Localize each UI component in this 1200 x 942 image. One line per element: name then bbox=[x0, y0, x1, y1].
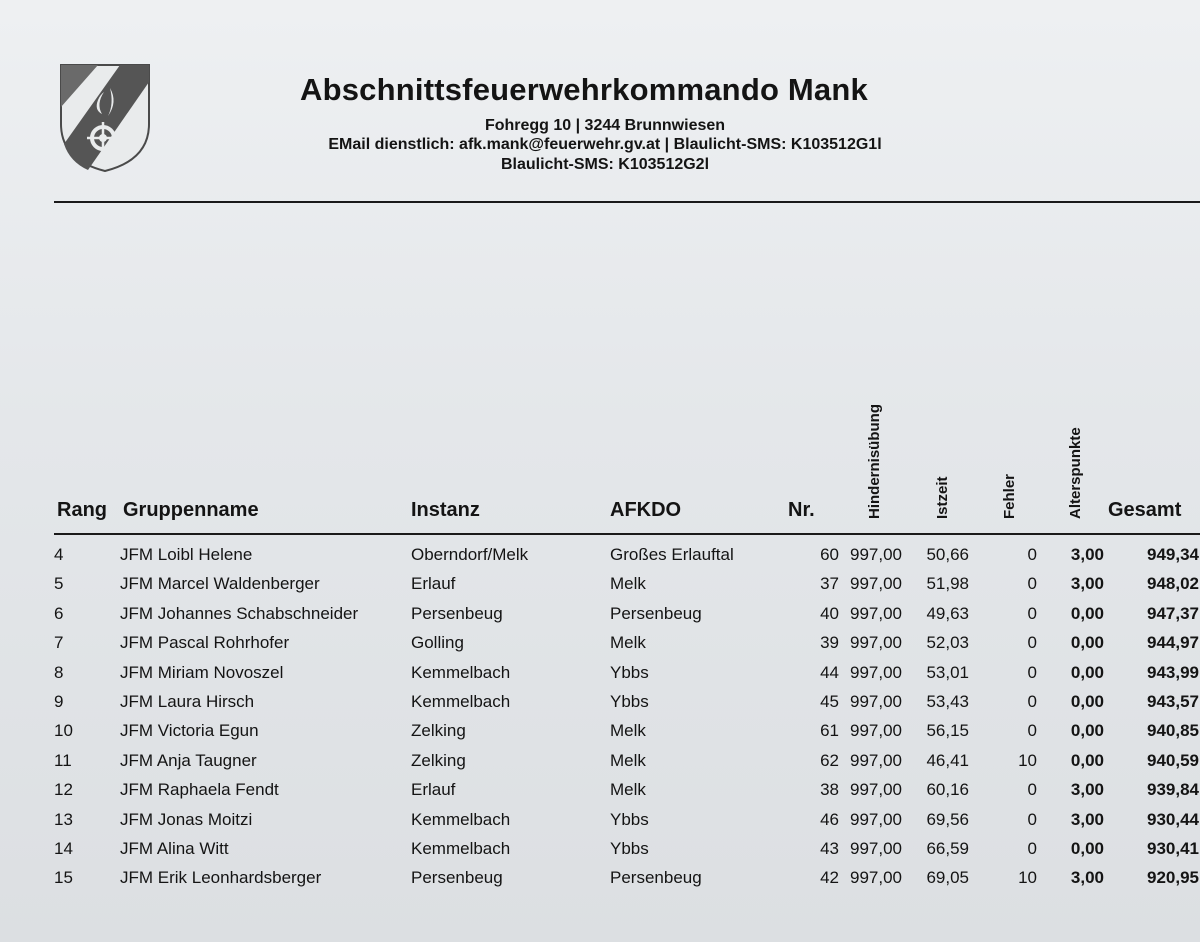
table-row bbox=[0, 633, 1200, 662]
nr-cell: 42 bbox=[820, 868, 839, 888]
gesamt-cell: 940,85 bbox=[1147, 721, 1199, 741]
fehler-cell: 0 bbox=[1027, 633, 1037, 653]
table-row bbox=[0, 663, 1200, 692]
table-row bbox=[0, 810, 1200, 839]
gesamt-cell: 943,57 bbox=[1147, 692, 1199, 711]
sms-line: Blaulicht-SMS: K103512G2l bbox=[500, 156, 710, 173]
istzeit-cell: 51,98 bbox=[926, 574, 969, 594]
alterspunkte-cell: 3,00 bbox=[1070, 809, 1104, 829]
afkdo-cell: Großes Erlauftal bbox=[610, 545, 734, 564]
gruppenname-cell: JFM Raphaela Fendt bbox=[120, 780, 279, 800]
gruppenname-cell: JFM Jonas Moitzi bbox=[120, 809, 253, 829]
nr-cell: 38 bbox=[820, 780, 839, 800]
alterspunkte-cell: 0,00 bbox=[1070, 692, 1104, 711]
organization-name: Abschnittsfeuerwehrkommando Mank bbox=[300, 72, 868, 107]
header-afkdo: AFKDO bbox=[610, 499, 682, 521]
header-nr: Nr. bbox=[788, 499, 815, 521]
instanz-cell: Persenbeug bbox=[411, 868, 503, 888]
alterspunkte-cell: 0,00 bbox=[1070, 662, 1104, 682]
gruppenname-cell: JFM Marcel Waldenberger bbox=[120, 574, 320, 594]
gruppenname-cell: JFM Pascal Rohrhofer bbox=[120, 633, 290, 653]
istzeit-cell: 69,56 bbox=[926, 809, 969, 829]
gesamt-cell: 939,84 bbox=[1147, 780, 1199, 800]
header-fehler: Fehler bbox=[1001, 473, 1018, 519]
afkdo-cell: Melk bbox=[610, 633, 646, 653]
istzeit-cell: 46,41 bbox=[926, 750, 969, 770]
table-row bbox=[0, 868, 1200, 897]
afkdo-cell: Ybbs bbox=[610, 692, 649, 711]
nr-cell: 43 bbox=[820, 839, 839, 858]
instanz-cell: Zelking bbox=[411, 750, 466, 770]
header-rang: Rang bbox=[57, 499, 107, 521]
fire-brigade-crest-icon bbox=[58, 62, 152, 174]
table-row bbox=[0, 604, 1200, 633]
nr-cell: 45 bbox=[820, 692, 839, 711]
nr-cell: 44 bbox=[820, 662, 839, 682]
rang-cell: 11 bbox=[54, 750, 72, 770]
fehler-cell: 0 bbox=[1027, 809, 1037, 829]
rang-cell: 6 bbox=[54, 603, 64, 623]
contact-line: EMail dienstlich: afk.mank@feuerwehr.gv.at | Blaulicht-SMS: K103512G1l bbox=[328, 136, 882, 153]
alterspunkte-cell: 3,00 bbox=[1070, 780, 1104, 800]
gruppenname-cell: JFM Loibl Helene bbox=[120, 545, 253, 564]
rang-cell: 5 bbox=[54, 574, 64, 594]
fehler-cell: 0 bbox=[1027, 545, 1037, 564]
hindernisuebung-cell: 997,00 bbox=[850, 780, 902, 800]
fehler-cell: 0 bbox=[1027, 574, 1037, 594]
afkdo-cell: Ybbs bbox=[610, 662, 649, 682]
table-header-divider bbox=[54, 533, 1200, 535]
fehler-cell: 0 bbox=[1027, 603, 1037, 623]
hindernisuebung-cell: 997,00 bbox=[850, 633, 902, 653]
gesamt-cell: 930,41 bbox=[1147, 839, 1199, 858]
hindernisuebung-cell: 997,00 bbox=[850, 603, 902, 623]
hindernisuebung-cell: 997,00 bbox=[850, 721, 902, 741]
istzeit-cell: 53,01 bbox=[926, 662, 969, 682]
instanz-cell: Kemmelbach bbox=[411, 809, 511, 829]
nr-cell: 61 bbox=[820, 721, 839, 741]
hindernisuebung-cell: 997,00 bbox=[850, 868, 902, 888]
afkdo-cell: Persenbeug bbox=[610, 603, 702, 623]
hindernisuebung-cell: 997,00 bbox=[850, 839, 902, 858]
rang-cell: 8 bbox=[54, 662, 64, 682]
hindernisuebung-cell: 997,00 bbox=[850, 750, 902, 770]
table-row bbox=[0, 780, 1200, 809]
gruppenname-cell: JFM Laura Hirsch bbox=[120, 692, 255, 711]
nr-cell: 46 bbox=[820, 809, 839, 829]
rang-cell: 10 bbox=[54, 721, 73, 741]
alterspunkte-cell: 0,00 bbox=[1070, 633, 1104, 653]
table-row bbox=[0, 545, 1200, 574]
instanz-cell: Golling bbox=[411, 633, 464, 653]
istzeit-cell: 52,03 bbox=[926, 633, 969, 653]
gesamt-cell: 949,34 bbox=[1147, 545, 1199, 564]
instanz-cell: Erlauf bbox=[411, 574, 456, 594]
alterspunkte-cell: 0,00 bbox=[1070, 603, 1104, 623]
instanz-cell: Erlauf bbox=[411, 780, 456, 800]
nr-cell: 60 bbox=[820, 545, 839, 564]
afkdo-cell: Persenbeug bbox=[610, 868, 702, 888]
istzeit-cell: 60,16 bbox=[926, 780, 969, 800]
hindernisuebung-cell: 997,00 bbox=[850, 574, 902, 594]
nr-cell: 40 bbox=[820, 603, 839, 623]
alterspunkte-cell: 3,00 bbox=[1070, 868, 1104, 888]
nr-cell: 62 bbox=[820, 750, 839, 770]
fehler-cell: 0 bbox=[1027, 839, 1037, 858]
gesamt-cell: 948,02 bbox=[1147, 574, 1199, 594]
rang-cell: 9 bbox=[54, 692, 64, 711]
fehler-cell: 10 bbox=[1018, 750, 1037, 770]
nr-cell: 37 bbox=[820, 574, 839, 594]
gruppenname-cell: JFM Erik Leonhardsberger bbox=[120, 868, 322, 888]
alterspunkte-cell: 0,00 bbox=[1070, 750, 1104, 770]
alterspunkte-cell: 0,00 bbox=[1070, 839, 1104, 858]
fehler-cell: 10 bbox=[1018, 868, 1037, 888]
gruppenname-cell: JFM Alina Witt bbox=[120, 839, 229, 858]
table-row bbox=[0, 751, 1200, 780]
afkdo-cell: Melk bbox=[610, 721, 646, 741]
header-alterspunkte: Alterspunkte bbox=[1067, 427, 1084, 519]
afkdo-cell: Ybbs bbox=[610, 839, 649, 858]
alterspunkte-cell: 3,00 bbox=[1070, 545, 1104, 564]
header-gruppenname: Gruppenname bbox=[123, 499, 259, 521]
alterspunkte-cell: 3,00 bbox=[1070, 574, 1104, 594]
gesamt-cell: 930,44 bbox=[1147, 809, 1199, 829]
header-gesamt: Gesamt bbox=[1108, 499, 1182, 521]
rang-cell: 7 bbox=[54, 633, 64, 653]
istzeit-cell: 50,66 bbox=[926, 545, 969, 564]
fehler-cell: 0 bbox=[1027, 662, 1037, 682]
address-line: Fohregg 10 | 3244 Brunnwiesen bbox=[484, 117, 726, 134]
gruppenname-cell: JFM Anja Taugner bbox=[120, 750, 257, 770]
table-row bbox=[0, 574, 1200, 603]
table-row bbox=[0, 692, 1200, 721]
afkdo-cell: Melk bbox=[610, 780, 646, 800]
istzeit-cell: 53,43 bbox=[926, 692, 969, 711]
table-row bbox=[0, 721, 1200, 750]
instanz-cell: Oberndorf/Melk bbox=[411, 545, 529, 564]
afkdo-cell: Melk bbox=[610, 750, 646, 770]
rang-cell: 14 bbox=[54, 839, 73, 858]
gesamt-cell: 940,59 bbox=[1147, 750, 1199, 770]
instanz-cell: Zelking bbox=[411, 721, 466, 741]
hindernisuebung-cell: 997,00 bbox=[850, 545, 902, 564]
gesamt-cell: 947,37 bbox=[1147, 603, 1199, 623]
afkdo-cell: Melk bbox=[610, 574, 646, 594]
instanz-cell: Kemmelbach bbox=[411, 839, 511, 858]
table-row bbox=[0, 839, 1200, 868]
instanz-cell: Persenbeug bbox=[411, 603, 503, 623]
gruppenname-cell: JFM Miriam Novoszel bbox=[120, 662, 284, 682]
header-divider bbox=[54, 201, 1200, 203]
fehler-cell: 0 bbox=[1027, 721, 1037, 741]
afkdo-cell: Ybbs bbox=[610, 809, 649, 829]
rang-cell: 13 bbox=[54, 809, 73, 829]
istzeit-cell: 69,05 bbox=[926, 868, 969, 888]
rang-cell: 12 bbox=[54, 780, 73, 800]
hindernisuebung-cell: 997,00 bbox=[850, 809, 902, 829]
header-instanz: Instanz bbox=[411, 499, 480, 521]
header-istzeit: Istzeit bbox=[934, 476, 951, 519]
fehler-cell: 0 bbox=[1027, 780, 1037, 800]
istzeit-cell: 56,15 bbox=[926, 721, 969, 741]
gesamt-cell: 944,97 bbox=[1147, 633, 1199, 653]
istzeit-cell: 49,63 bbox=[926, 603, 969, 623]
instanz-cell: Kemmelbach bbox=[411, 692, 511, 711]
istzeit-cell: 66,59 bbox=[926, 839, 969, 858]
alterspunkte-cell: 0,00 bbox=[1070, 721, 1104, 741]
gesamt-cell: 920,95 bbox=[1147, 868, 1199, 888]
rang-cell: 15 bbox=[54, 868, 73, 888]
instanz-cell: Kemmelbach bbox=[411, 662, 511, 682]
header-hindernisuebung: Hindernisübung bbox=[866, 404, 883, 519]
gruppenname-cell: JFM Victoria Egun bbox=[120, 721, 259, 741]
rang-cell: 4 bbox=[54, 545, 64, 564]
gruppenname-cell: JFM Johannes Schabschneider bbox=[120, 603, 359, 623]
nr-cell: 39 bbox=[820, 633, 839, 653]
fehler-cell: 0 bbox=[1027, 692, 1037, 711]
gesamt-cell: 943,99 bbox=[1147, 662, 1199, 682]
hindernisuebung-cell: 997,00 bbox=[850, 662, 902, 682]
hindernisuebung-cell: 997,00 bbox=[850, 692, 902, 711]
